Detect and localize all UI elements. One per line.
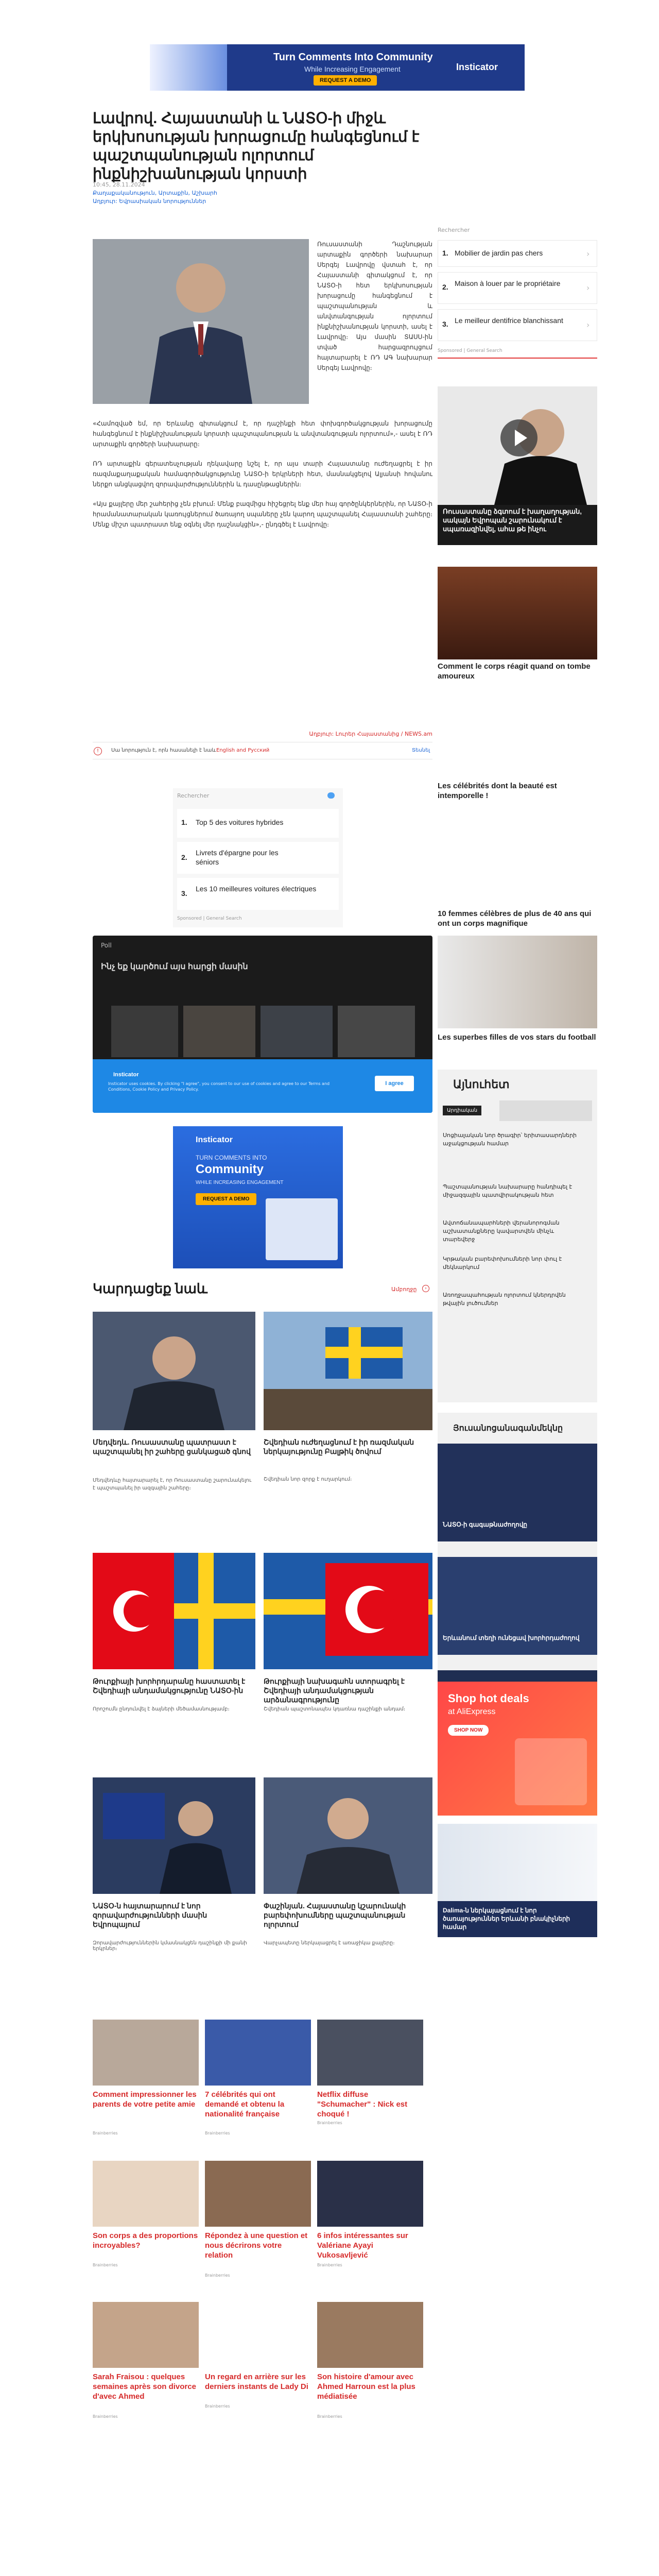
mid-ad-brand: Insticator [196,1136,233,1144]
mid-search-item[interactable]: 3. Les 10 meilleures voitures électriques [177,878,339,910]
twitter-icon [327,792,335,799]
article-title: Լավրով. Հայաստանի և ՆԱՏՕ-ի միջև երկխոսության խորացումը հանգեցնում է պաշտպանության ոլորտում ինքնիշխանության կորստի [93,110,420,182]
read-also-card-excerpt: Վարչապետը ներկայացրել է առաջիկա քայլերը։ [264,1940,395,1946]
shop-ad-title: Shop hot deals [448,1692,529,1705]
sponsored-tile[interactable] [205,2020,311,2086]
article-paragraph: ՌԴ արտաքին գերատեսչության ղեկավարը նշել է, որ այս տարի Հայաստանը ուժեղացրել է իր ռազմաքաղաքական համագործակցությունը ՆԱՏՕ-ի երկրների հետ, մասնակցելով Ալյանսի հովանու ներքո անցկացվող զորավարժություններին և դասընթացներին։ [93,460,432,488]
mid-search-widget [173,788,343,927]
sponsored-tile-source: Brainberries [317,2414,342,2419]
read-also-card[interactable] [93,1553,255,1669]
article-source-line[interactable]: Աղբյուր: Եվրասիական նորություններ [93,198,206,205]
poll-option-image[interactable] [183,1006,255,1057]
sidebar-latest-item[interactable]: Սոցիալական նոր ծրագիր՝ երիտասարդների աջակցության համար [443,1132,577,1147]
article-date: 10:45, 28.11.2024 [93,181,145,188]
sponsored-tile-source: Brainberries [317,2121,342,2125]
sidebar-search-title: Rechercher [438,227,470,233]
poll-agree-button[interactable]: I agree [375,1076,414,1091]
article-body [93,239,432,530]
poll-consent-bar [93,1059,432,1113]
sidebar-latest-item[interactable]: Ավտոճանապարհների վերանորոգման աշխատանքները կավարտվեն մինչև տարեվերջ [443,1219,560,1243]
read-also-card[interactable] [264,1777,432,1894]
article-paragraph: «Այս քայլերը մեր շահերից չեն բխում։ Մենք բազմիցս հիշեցրել ենք մեր հայ գործընկերներին, որ ՆԱՏՕ-ի հրամանատարական կառույցներում ծառայող սպաները չեն կարող պաշտպանել Հայաստանի շահերը։ Մենք միշտ պատրաստ ենք օգնել մեր դաշնակցին»,- ընդգծել է Լավրովը։ [93,500,432,528]
sidebar-popular-title: Յուսանոցանագանմեկնը [453,1424,563,1433]
sponsored-tile[interactable] [93,2020,199,2086]
sidebar-popular-card[interactable] [438,1557,597,1655]
top-ad-banner[interactable] [150,44,525,91]
poll-option-image[interactable] [338,1006,415,1057]
sidebar-video[interactable] [438,386,597,545]
sponsored-tile-title[interactable]: Sarah Fraisou : quelques semaines après son divorce d'avec Ahmed [93,2372,196,2401]
read-also-more-link[interactable]: Ամբողջը [391,1286,417,1293]
read-also-card-excerpt: Շվեդիան պաշտոնապես կդառնա դաշինքի անդամ։ [264,1706,406,1712]
top-ad-title: Turn Comments Into Community [273,52,433,63]
sidebar-dalima-caption: Dalima-ն ներկայացնում է նոր ծառայություններ Երևանի բնակիչների համար [443,1907,570,1930]
poll-consent-text: Insticator uses cookies. By clicking "I agree", you consent to our use of cookies and agree to our Terms and Conditions, Cookie Policy and Privacy Policy. [108,1081,330,1092]
notice-langs[interactable]: English and Русский [216,748,270,753]
sidebar-search-item-label: Le meilleur dentifrice blanchissant [455,316,563,325]
article-source[interactable]: Աղբյուր: Լուրեր Հայաստանից / NEWS.am [309,731,432,737]
sponsored-tile-source: Brainberries [93,2414,118,2419]
sponsored-tile[interactable] [317,2302,423,2368]
sidebar-latest-title: Այնուհետ [453,1078,510,1091]
sponsored-tile[interactable] [205,2302,311,2368]
sponsored-tile-title[interactable]: Comment impressionner les parents de votre petite amie [93,2090,197,2109]
sidebar-latest-item[interactable]: Կրթական բարեփոխումների նոր փուլ է մեկնարկում [443,1256,562,1270]
sidebar-search-item[interactable]: 3. Le meilleur dentifrice blanchissant › [438,309,597,341]
article-notice-bar [93,742,432,759]
chevron-right-icon: › [586,283,590,293]
sidebar-shop-ad[interactable] [438,1682,597,1816]
read-also-card-title[interactable]: Շվեդիան ուժեղացնում է իր ռազմական ներկայությունը Բալթիկ ծովում [264,1438,414,1455]
sponsored-tile-source: Brainberries [93,2131,118,2136]
notice-text: Սա նորություն է, որն հասանելի է նաև [111,748,216,753]
article-paragraph: «Համոզված եմ, որ Երևանը գիտակցում է, որ դաշինքի հետ փոխգործակցության խորացումը հանգեցնում է ինքնիշխանության կորստի պաշտպանության և անվտանգության ոլորտում»,- ասել է ՌԴ արտաքին գործերի նախարարը։ [93,420,432,448]
sponsored-tile-title[interactable]: Son histoire d'amour avec Ahmed Harroun est la plus médiatisée [317,2372,415,2401]
mid-ad-cta[interactable]: REQUEST A DEMO [196,1193,256,1205]
sponsored-tile-source: Brainberries [205,2273,230,2278]
sidebar-latest-image[interactable] [499,1100,592,1121]
poll-option-image[interactable] [111,1006,178,1057]
sidebar-search-widget [438,227,597,362]
article-categories[interactable]: Քաղաքականություն, Արտաքին, Աշխարհ [93,190,217,196]
mid-search-title: Rechercher [177,792,210,799]
mid-ad-line2: Community [196,1162,264,1176]
sidebar-search-item-label: Mobilier de jardin pas chers [455,249,543,257]
sponsored-tile-source: Brainberries [317,2263,342,2267]
top-ad-brand: Insticator [456,62,498,72]
mid-search-item-label: Top 5 des voitures hybrides [196,818,284,826]
mid-search-item[interactable]: 2. Livrets d'épargne pour les séniors [177,842,339,874]
sponsored-tile-title[interactable]: 6 infos intéressantes sur Valériane Ayayi Vukosavljević [317,2231,408,2260]
read-also-card[interactable] [93,1312,255,1430]
sponsored-tile-title[interactable]: 7 célébrités qui ont demandé et obtenu la nationalité française [205,2090,285,2119]
sidebar-popular-caption: ՆԱՏՕ-ի գագաթնաժողովը [443,1521,528,1528]
sidebar-latest-box [438,1070,597,1402]
mid-search-item-label: Les 10 meilleures voitures électriques [196,885,317,893]
sponsored-tile-title[interactable]: Un regard en arrière sur les derniers instants de Lady Di [205,2372,308,2391]
poll-option-image[interactable] [261,1006,333,1057]
sponsored-tile-source: Brainberries [205,2404,230,2409]
shop-ad-cta[interactable]: SHOP NOW [448,1725,489,1736]
sponsored-tile[interactable] [205,2161,311,2227]
read-also-card-title[interactable]: ՆԱՏՕ-ն հայտարարում է նոր զորավարժությունների մասին Եվրոպայում [93,1902,207,1928]
sidebar-caption-2[interactable]: Les célébrités dont la beauté est intemporelle ! [438,782,557,800]
read-also-card-excerpt: Զորավարժություններին կմասնակցեն դաշինքի մի քանի երկրներ։ [93,1940,247,1952]
read-also-card-title[interactable]: Թուրքիայի նախագահն ստորագրել է Շվեդիայի անդամակցության արձանագրությունը [264,1677,405,1704]
sidebar-search-item-label: Maison à louer par le propriétaire [455,279,561,287]
top-ad-subtitle: While Increasing Engagement [304,65,401,73]
top-ad-cta[interactable]: REQUEST A DEMO [314,75,377,86]
sidebar-caption-3[interactable]: 10 femmes célèbres de plus de 40 ans qui ont un corps magnifique [438,909,592,928]
sponsored-tile[interactable] [93,2161,199,2227]
play-icon[interactable] [500,419,537,456]
notice-report-link[interactable]: Տեսնել [412,748,430,753]
mid-ad-banner[interactable] [173,1126,343,1268]
read-also-card-excerpt: Մեդվեդևը հայտարարել է, որ Ռուսաստանը շարունակելու է պաշտպանել իր ազգային շահերը։ [93,1478,252,1491]
sidebar-search-item[interactable]: 2. Maison à louer par le propriétaire › [438,272,597,304]
sponsored-tile-source: Brainberries [93,2263,118,2267]
sponsored-tile-title[interactable]: Netflix diffuse "Schumacher" : Nick est choqué ! [317,2090,408,2119]
sidebar-latest-item[interactable]: Պաշտպանության նախարարը հանդիպել է միջազգային պատվիրակության հետ [443,1183,573,1198]
read-also-card-title[interactable]: Մեդվեդև. Ռուսաստանը պատրաստ է պաշտպանել իր շահերը ցանկացած գնով [93,1438,251,1455]
sidebar-image-caption[interactable]: Comment le corps réagit quand on tombe amoureux [438,662,591,681]
shop-ad-subtitle: at AliExpress [448,1707,496,1716]
read-also-card-title[interactable]: Թուրքիայի խորհրդարանը հաստատել է Շվեդիայի անդամակցությունը ՆԱՏՕ-ին [93,1677,246,1694]
sponsored-tile[interactable] [93,2302,199,2368]
article-paragraph: Ռուսաստանի Դաշնության արտաքին գործերի նախարար Սերգեյ Լավրովը վստահ է, որ Հայաստանի գիտակցում է, որ ՆԱՏՕ-ի հետ երկխոսության խորացումը հանգեցնում է պաշտպանության և անվտանգության ոլորտում ինքնիշխանության կորստի, ասել է Լավրովը։ Այս մասին ՏԱՍՍ-ին տված հարցազրույցում հայտարարել է ՌԴ ԱԳ նախարար Սերգեյ Լավրովը։ [317,241,432,371]
sidebar-image[interactable] [438,936,597,1028]
poll-brand: Insticator [113,1072,139,1078]
read-also-card[interactable] [264,1312,432,1430]
sidebar-search-sponsored: Sponsored | General Search [438,348,502,353]
arrow-right-icon[interactable]: › [422,1285,429,1292]
read-also-card-title[interactable]: Փաշինյան. Հայաստանը կշարունակի բարեփոխումները պաշտպանության ոլորտում [264,1902,406,1928]
sidebar-popular-caption: Երևանում տեղի ունեցավ խորհրդաժողով [443,1634,580,1641]
sponsored-tile[interactable] [317,2161,423,2227]
poll-label: Poll [101,942,112,949]
chevron-right-icon: › [586,249,590,259]
sidebar-latest-item[interactable]: Առողջապահության ոլորտում կներդրվեն թվային լուծումներ [443,1292,566,1307]
sponsored-tile[interactable] [317,2020,423,2086]
sidebar-image-caption[interactable]: Les superbes filles de vos stars du football [438,1033,596,1042]
sidebar-video-caption: Ռուսաստանը ձգտում է խաղաղության, սակայն Եվրոպան շարունակում է սպառազինվել, ահա թե ինչու [443,507,582,533]
sidebar-latest-badge: Արդիական [443,1106,481,1115]
mid-search-item-label: Livrets d'épargne pour les séniors [196,849,279,866]
sidebar-search-item[interactable]: 1. Mobilier de jardin pas chers › [438,240,597,267]
poll-widget [93,936,432,1113]
sidebar-image[interactable] [438,567,597,659]
read-also-card-excerpt: Որոշումն ընդունվել է ձայների մեծամասնությամբ։ [93,1706,230,1712]
read-also-card[interactable] [264,1553,432,1669]
read-also-title: Կարդացեք նաև [93,1281,208,1296]
sponsored-tile-source: Brainberries [205,2131,230,2136]
sponsored-tile-title[interactable]: Son corps a des proportions incroyables? [93,2231,198,2250]
read-also-card-excerpt: Շվեդիան նոր զորք է ուղարկում։ [264,1477,352,1482]
mid-search-sponsored: Sponsored | General Search [177,916,242,921]
sponsored-tile-title[interactable]: Répondez à une question et nous décrirons votre relation [205,2231,308,2260]
chevron-right-icon: › [586,320,590,330]
mid-ad-line3: WHILE INCREASING ENGAGEMENT [196,1180,284,1185]
sidebar-popular-card[interactable] [438,1444,597,1541]
info-icon: ! [94,747,102,755]
read-also-card[interactable] [93,1777,255,1894]
sidebar-dalima-card[interactable] [438,1824,597,1937]
mid-search-item[interactable]: 1. Top 5 des voitures hybrides [177,809,339,838]
poll-question: Ինչ եք կարծում այս հարցի մասին [101,962,248,971]
mid-ad-line1: TURN COMMENTS INTO [196,1154,267,1161]
